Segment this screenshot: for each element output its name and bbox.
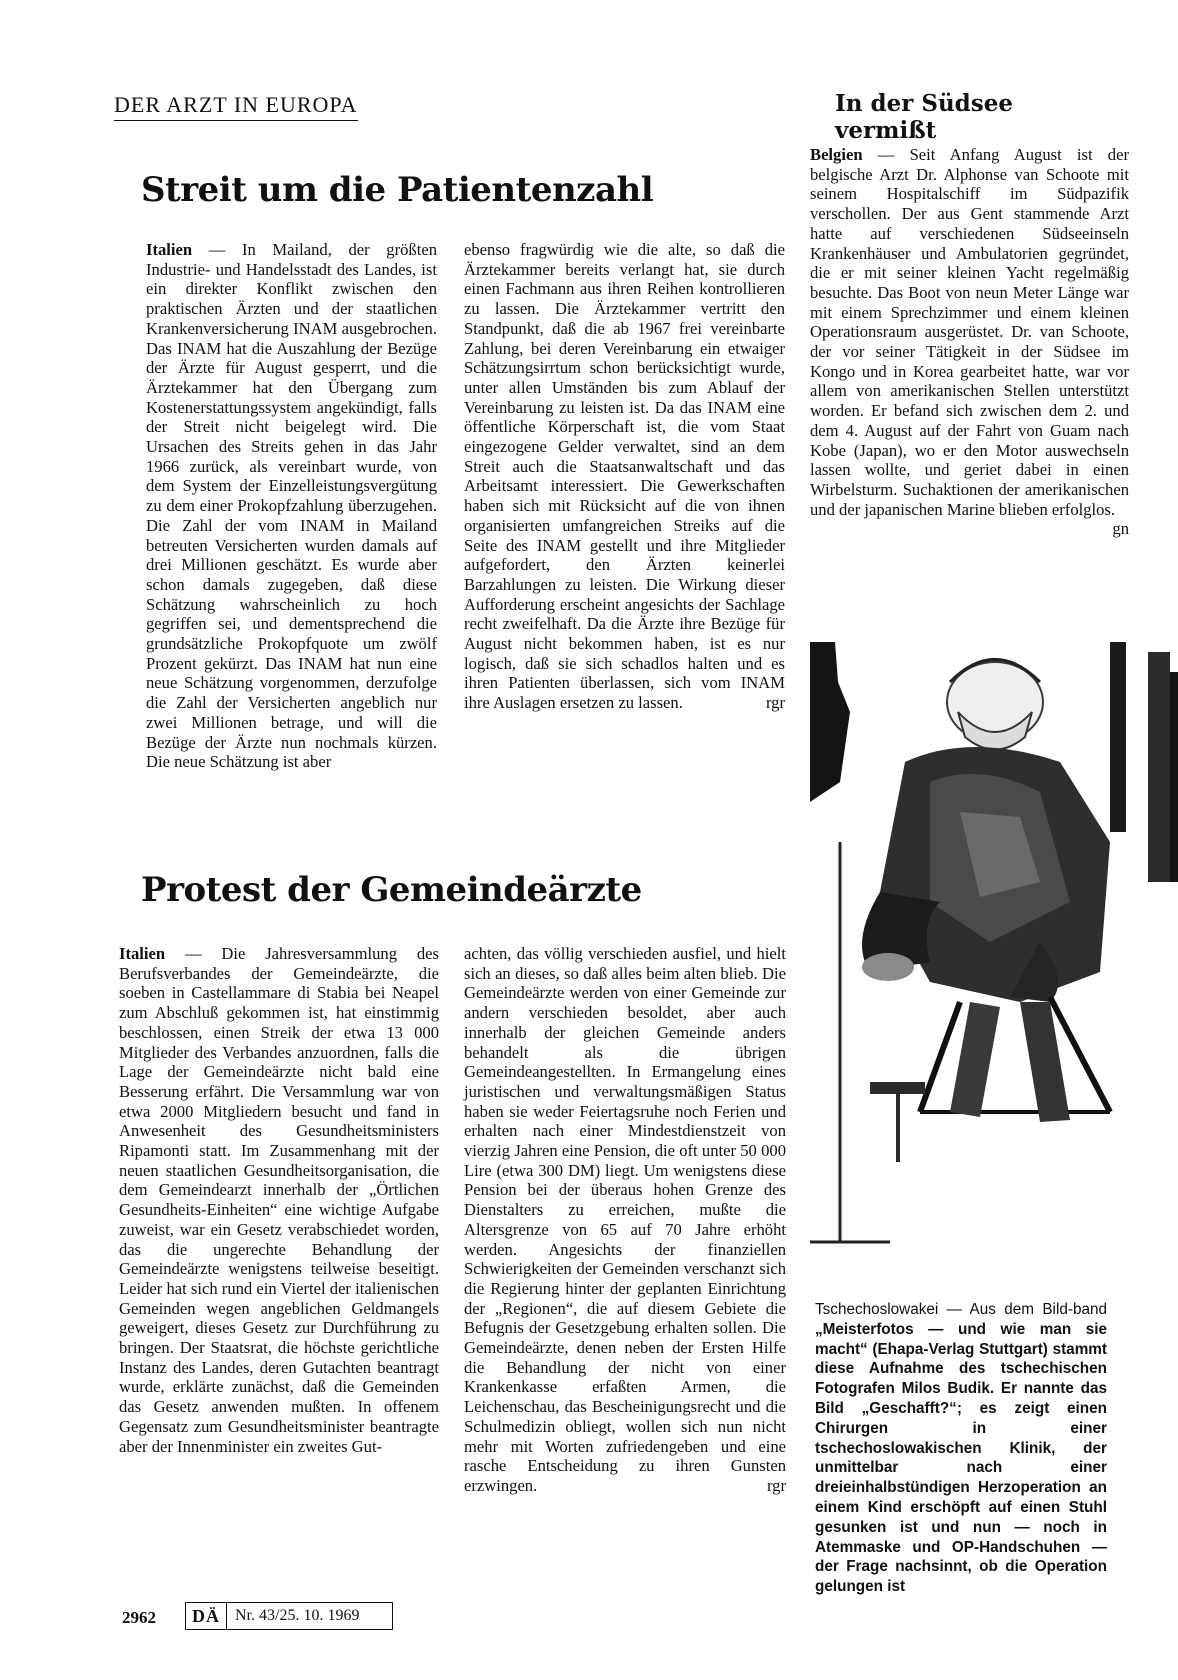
article2-column-1 [119,944,439,1456]
caption-text: „Meisterfotos — und wie man sie macht“ (Ehapa-Verlag Stuttgart) stammt diese Aufnahme des tschechischen Fotografen Milos Budik. Er nannte das Bild „Geschafft?“; es zeigt einen Chirurgen in einer tschechoslowakischen Klinik, der unmittelbar nach einer dreieinhalbstündigen Herzoperation an einem Kind erschöpft auf einen Stuhl gesunken ist und nun — noch in Atemmaske und OP-Handschuhen — der Frage nachsinnt, ob die Operation gelungen ist [815,1320,1107,1596]
article2-column-2 [464,944,786,1496]
caption-lead: Tschechoslowakei — Aus dem Bild-band [815,1301,1107,1318]
issue-info: Nr. 43/25. 10. 1969 [235,1607,360,1624]
article1-column-2 [464,240,785,713]
masthead-logo: DÄ [186,1603,227,1629]
sidebar-signature: gn [1112,519,1129,539]
section-label: DER ARZT IN EUROPA [114,92,358,121]
article2-lead: Italien [119,944,166,963]
article1-title: Streit um die Patientenzahl [141,170,654,210]
article2-title: Protest der Gemeindeärzte [141,870,642,910]
article1-text-col1: — In Mailand, der größten Industrie- und Handelsstadt des Landes, ist ein direkter Konflikt zwischen den praktischen Ärzten und der staatlichen Krankenversicherung INAM ausgebrochen. Das INAM hat die Auszahlung der Bezüge der Ärzte für August gesperrt, und die Ärztekammer hat den Übergang zum Kostenerstattungssystem angekündigt, falls der Streit nicht beigelegt wird. Die Ursachen des Streits gehen in das Jahr 1966 zurück, als vereinbart wurde, von dem System der Einzelleistungsvergütung zu dem einer Prokopfzahlung überzugehen. Die Zahl der vom INAM in Mailand betreuten Versicherten wurden damals auf drei Millionen geschätzt. Es wurde aber schon damals zugegeben, daß diese Schätzung wahrscheinlich zu hoch gegriffen sei, und dementsprechend die grundsätzliche Prokopfquote um zwölf Prozent gekürzt. Das INAM hat nun eine neue Schätzung vorgenommen, derzufolge die Zahl der Versicherten angeblich nur zwei Millionen betrage, und will die Bezüge der Ärzte nun nochmals kürzen. Die neue Schätzung ist aber [146,240,437,772]
masthead-box [185,1602,393,1630]
sidebar-lead: Belgien [810,145,863,164]
sidebar-title: In der Südsee vermißt [835,90,1013,144]
surgeon-photo [810,642,1178,1292]
article1-column-1 [146,240,437,772]
article1-lead: Italien [146,240,193,259]
sidebar-article [810,145,1129,539]
photo-caption [815,1300,1107,1597]
article2-text-col1: — Die Jahresversammlung des Berufsverbandes der Gemeindeärzte, die soeben in Castellammare di Stabia bei Neapel zum Abschluß gekommen ist, hat einstimmig beschlossen, einen Streik der etwa 13 000 Mitglieder des Verbandes anzuordnen, falls die Lage der Gemeindeärzte nicht bald eine Besserung erfährt. Die Versammlung war von etwa 2000 Mitgliedern besucht und fand in Anwesenheit des Gesundheitsministers Ripamonti statt. Im Zusammenhang mit der neuen staatlichen Gesundheitsorganisation, die dem Gemeindearzt innerhalb der „Örtlichen Gesundheits-Einheiten“ eine wichtige Aufgabe zuweist, war ein Gesetz verabschiedet worden, das die ungerechte Behandlung der Gemeindeärzte wenigstens teilweise beseitigt. Leider hat sich rund ein Viertel der italienischen Gemeinden wegen angeblichen Geldmangels geweigert, dieses Gesetz zur Durchführung zu bringen. Der Staatsrat, die höchste gerichtliche Instanz des Landes, deren Gutachten beantragt wurde, erklärte zunächst, daß die Gemeinden das Gesetz anwenden mußten. In offenem Gegensatz zum Gesundheitsminister beantragte aber der Innenminister ein zweites Gut- [119,944,439,1456]
article1-signature: rgr [765,693,785,713]
article2-signature: rgr [766,1475,786,1495]
article1-text-col2: ebenso fragwürdig wie die alte, so daß die Ärztekammer bereits verlangt hat, sie durch einen Fachmann aus ihren Reihen kontrollieren zu lassen. Die Ärztekammer vertritt den Standpunkt, daß die ab 1967 frei vereinbarte Zahlung, bei deren Vereinbarung ein etwaiger Schätzungsirrtum schon berücksichtigt wurde, unter allen Umständen bis zum Ablauf der Vereinbarung zu leisten ist. Da das INAM eine öffentliche Körperschaft ist, die vom Staat eingezogene Gelder verwaltet, sind an dem Streit auch die Staatsanwaltschaft und das Arbeitsamt interessiert. Die Gewerkschaften haben sich mit Rücksicht auf die von ihnen organisierten umfangreichen Streiks auf die Seite des INAM gestellt und ihre Mitglieder aufgefordert, den Ärzten keinerlei Barzahlungen zu leisten. Die Wirkung dieser Aufforderung erscheint angesichts der Sachlage recht zweifelhaft. Da die Ärzte ihre Bezüge für August nicht bekommen haben, ist es nur logisch, daß sie sich schadlos halten und es ihren Patienten überlassen, sich vom INAM ihre Auslagen ersetzen zu lassen. [464,240,785,713]
page-number: 2962 [122,1608,156,1627]
article2-text-col2: achten, das völlig verschieden ausfiel, und hielt sich an dieses, so daß alles beim alten blieb. Die Gemeindeärzte werden von einer Gemeinde zur andern verschieden besoldet, aber auch innerhalb der gleichen Gemeinde anders behandelt als die übrigen Gemeindeangestellten. In Ermangelung eines juristischen und verwaltungsmäßigen Status haben sie weder Feiertagsruhe noch Ferien und erhalten nach einer Mindestdienstzeit von vierzig Jahren eine Pension, die oft unter 50 000 Lire (etwa 300 DM) liegt. Um wenigstens diese Pension bei der überaus hohen Grenze des Dienstalters zu erreichen, mußte die Altersgrenze von 65 auf 70 Jahre erhöht werden. Angesichts der finanziellen Schwierigkeiten der Gemeinden verschanzt sich die Regierung hinter der geplanten Einrichtung der „Regionen“, die auf diesem Gebiete die Befugnis der Gesetzgebung erhalten sollen. Die Gemeindeärzte, denen neben der Ersten Hilfe die Behandlung der nicht von einer Krankenkasse erfaßten Armen, die Leichenschau, das Bescheinigungsrecht und die Schulmedizin obliegt, wollen sich nun nicht mehr mit Worten zufriedengeben und eine rasche Entscheidung zu ihren Gunsten erzwingen. [464,944,786,1495]
sidebar-text: — Seit Anfang August ist der belgische Arzt Dr. Alphonse van Schoote mit seinem Hospitalschiff im Südpazifik verschollen. Der aus Gent stammende Arzt hatte auf verschiedenen Südseeinseln Krankenhäuser und Ambulatorien gegründet, die er mit seiner kleinen Yacht regelmäßig besuchte. Das Boot von neun Meter Länge war mit einem Sprechzimmer und einem kleinen Operationsraum ausgerüstet. Dr. van Schoote, der vor seiner Tätigkeit in der Südsee im Kongo und in Korea gearbeitet hatte, war vor allem von amerikanischen Stellen unterstützt worden. Er befand sich zwischen dem 2. und dem 4. August auf der Fahrt von Guam nach Kobe (Japan), wo er den Motor auswechseln lassen wollte, und geriet dabei in einen Wirbelsturm. Suchaktionen der amerikanischen und der japanischen Marine blieben erfolglos. [810,145,1129,519]
